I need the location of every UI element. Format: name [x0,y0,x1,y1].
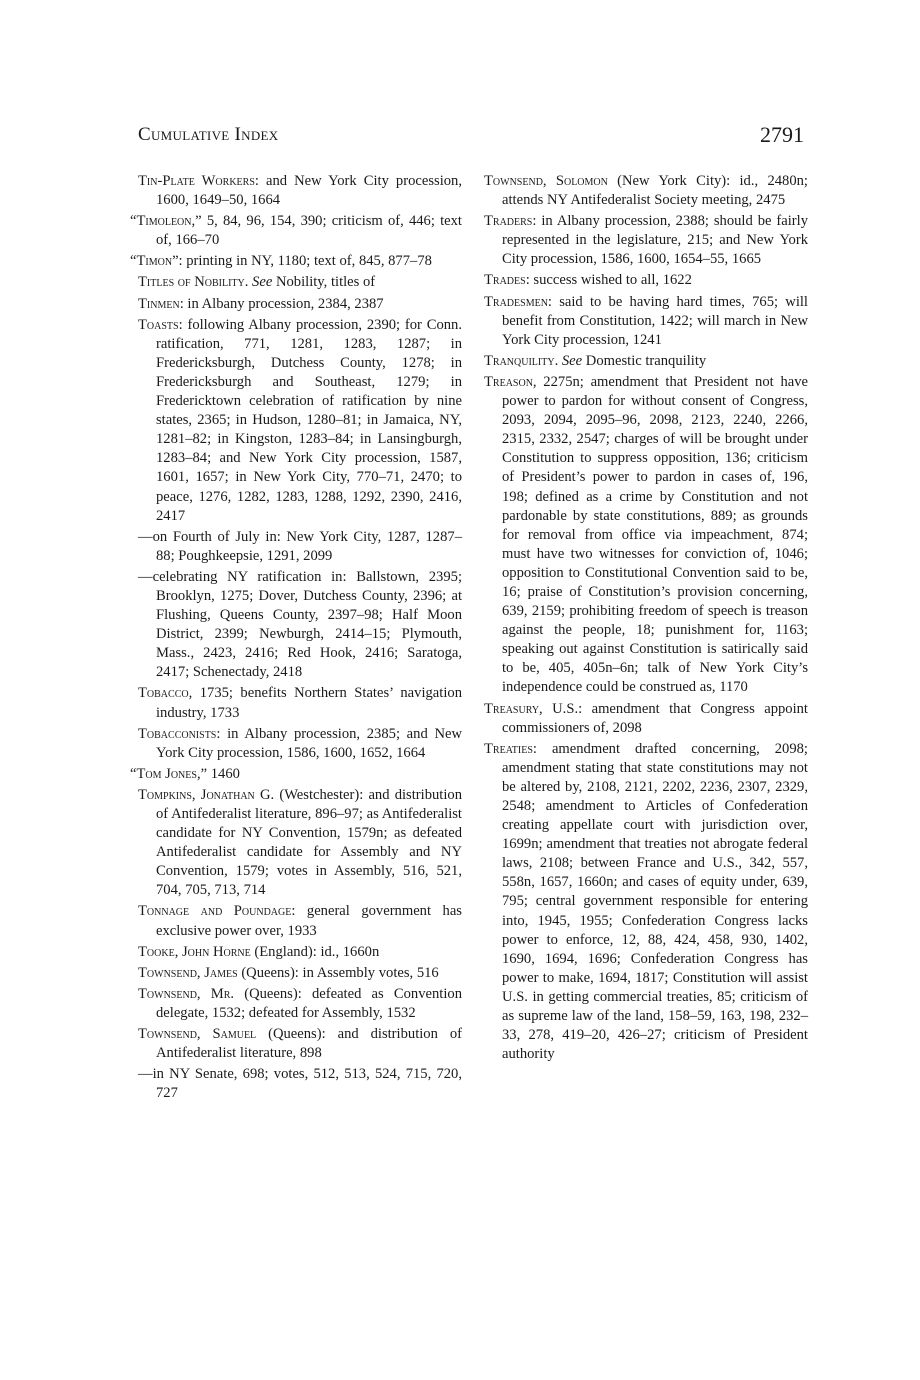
index-entry [130,212,462,250]
index-headword: Treasury [484,700,540,717]
index-headword: Titles of Nobility [138,274,245,291]
see-target: Nobility, titles of [272,274,376,291]
index-entry [484,293,808,350]
index-entry [484,740,808,1065]
index-locators: , 2275n; amendment that President not have power to pardon for without consent of Congress, 2093, 2094, 2095–96, 2098, 2123, 2240, 2266, 2315, 2332, 2547; charges of will be brought under Constitution to suppress opposition, 136; criticism of President’s power to pardon in cases of, 196, 198; defined as a crime by Constitution and not pardonable by state constitutions, 889; as grounds for removal from office via impeachment, 874; must have two witnesses for conviction of, 1046; opposition to Constitutional Convention said to be, 16; praise of Constitution’s provision concerning, 639, 2159; prohibiting freedom of speech is treason against the people, 18; punishment for, 1163; speaking out against Constitution is satirically said to be, 405, 405n–6n; talk of New York City’s independence could be construed as, 1170 [502,373,808,696]
index-entry [484,373,808,698]
running-title: Cumulative Index [138,124,279,145]
index-subentry [138,568,462,683]
index-headword: Toasts [138,316,179,333]
index-entry [138,964,462,983]
index-entry [138,273,462,292]
index-locators: —on Fourth of July in: New York City, 1287, 1287–88; Poughkeepsie, 1291, 2099 [138,528,462,564]
index-headword: Timon [136,253,173,270]
index-locators: : in Albany procession, 2388; should be fairly represented in the legislature, 215; and New York City procession, 1586, 1600, 1654–55, 1665 [502,213,808,268]
index-locators: : general government has exclusive power over, 1933 [156,903,462,939]
page-number: 2791 [760,122,804,147]
index-locators: : in Albany procession, 2385; and New York City procession, 1586, 1600, 1652, 1664 [156,725,462,761]
index-headword: Tompkins, Jonathan G. [138,786,275,803]
index-entry [484,172,808,210]
index-locators: , U.S.: amendment that Congress appoint commissioners of, 2098 [502,700,808,736]
index-locators: : and New York City procession, 1600, 1649–50, 1664 [156,173,462,209]
index-headword: Tonnage and Poundage [138,903,292,920]
index-locators: . [244,274,253,291]
index-entry [138,316,462,526]
index-locators: ” 5, 84, 96, 154, 390; criticism of, 446; text of, 166–70 [156,213,462,249]
index-entry [138,1025,462,1063]
index-locators: (England): id., 1660n [250,943,380,960]
index-entry [138,684,462,722]
index-locators: ”: printing in NY, 1180; text of, 845, 877–78 [172,253,432,270]
index-locators: : following Albany procession, 2390; for Conn. ratification, 771, 1281, 1283, 1287; in Fredericksburgh, Dutchess County, 1278; in Fredericksburgh and Southeast, 1279; in Fredericktown celebration of ratification by nine states, 2365; in Hudson, 1280–81; in Jamaica, NY, 1281–82; in Kingston, 1283–84; in Lansingburgh, 1283–84; and New York City procession, 1587, 1601, 1657; in New York City, 770–71, 2470; to peace, 1276, 1282, 1283, 1288, 1292, 2390, 2416, 2417 [156,316,462,524]
index-entry [138,985,462,1023]
index-entry [138,172,462,210]
index-headword: Tinmen [138,295,180,312]
index-subentry [138,528,462,566]
running-header [138,122,804,156]
index-entry [138,295,462,314]
index-entry [138,786,462,901]
index-locators: (New York City): id., 2480n; attends NY Antifederalist Society meeting, 2475 [502,173,808,209]
index-entry [138,902,462,940]
index-column-left [130,172,462,1105]
index-headword: Townsend, Solomon [484,173,608,189]
index-locators: ” 1460 [200,765,240,782]
index-headword: Trades [484,272,526,289]
open-quote: “ [130,253,137,270]
index-entry [484,271,808,290]
index-locators: , 1735; benefits Northern States’ navigation industry, 1733 [156,685,462,721]
open-quote: “ [130,213,137,230]
index-locators: (Queens): in Assembly votes, 516 [237,964,439,981]
index-headword: Tranquility [484,352,555,369]
index-locators: (Queens): defeated as Convention delegate, 1532; defeated for Assembly, 1532 [156,985,462,1021]
index-locators: : in Albany procession, 2384, 2387 [179,295,384,312]
index-entry [484,700,808,738]
see-reference: See [252,274,273,291]
index-headword: Timoleon, [136,213,196,230]
index-headword: Tooke, John Horne [138,943,251,960]
index-locators: (Westchester): and distribution of Antifederalist literature, 896–97; as Antifederalist candidate for NY Convention, 1579n; as defeated Antifederalist candidate for Assembly and NY Convention, 1579; votes in Assembly, 516, 521, 704, 705, 713, 714 [156,786,462,899]
open-quote: “ [130,765,137,782]
index-column-right [484,172,808,1066]
index-entry [130,252,462,271]
index-locators: : said to be having hard times, 765; will benefit from Constitution, 1422; will march in New York City procession, 1241 [502,293,808,348]
index-headword: Tin-Plate Workers [138,173,255,189]
index-locators: (Queens): and distribution of Antifederalist literature, 898 [156,1026,462,1062]
index-subentry [138,1065,462,1103]
index-entry [138,725,462,763]
index-entry [484,212,808,269]
index-headword: Townsend, James [138,964,238,981]
index-headword: Treason [484,373,533,390]
see-reference: See [561,352,583,369]
index-headword: Traders [484,213,533,230]
index-headword: Tradesmen [484,293,548,310]
index-entry [130,765,462,784]
index-locators: . [554,352,562,369]
index-locators: —in NY Senate, 698; votes, 512, 513, 524, 715, 720, 727 [138,1066,462,1102]
index-headword: Townsend, Mr. [138,985,235,1002]
index-entry [484,352,808,371]
see-target: Domestic tranquility [582,352,707,369]
index-entry [138,943,462,962]
index-headword: Tobacconists [138,725,217,742]
index-locators: : success wished to all, 1622 [525,272,692,289]
index-headword: Townsend, Samuel [138,1026,257,1043]
index-headword: Tobacco [138,685,189,702]
index-locators: —celebrating NY ratification in: Ballstown, 2395; Brooklyn, 1275; Dover, Dutchess County, 2396; at Flushing, Queens County, 2397–98; Half Moon District, 2399; Newburgh, 2414–15; Plymouth, Mass., 2423, 2416; Red Hook, 2416; Saratoga, 2417; Schenectady, 2418 [138,568,462,681]
index-headword: Treaties [484,740,533,757]
index-locators: : amendment drafted concerning, 2098; amendment stating that state constitutions may not be altered by, 2108, 2121, 2202, 2236, 2307, 2329, 2548; amendment to Articles of Confederation creating appellate court with jurisdiction over, 1699n; amendment that treaties not abrogate federal laws, 2108; between France and U.S., 342, 557, 558n, 1657, 1660n; and cases of equity under, 639, 795; central government responsible for entering into, 1945, 1955; Confederation Congress lacks power to enforce, 12, 88, 424, 458, 930, 1402, 1690, 1694, 1696; Confederation Congress has power to make, 1694, 1817; Constitution will assist U.S. in getting commercial treaties, 85; criticism of as supreme law of the land, 158–59, 163, 198, 232–33, 278, 419–20, 426–27; criticism of President authority [502,740,808,1063]
index-headword: Tom Jones, [136,765,201,782]
